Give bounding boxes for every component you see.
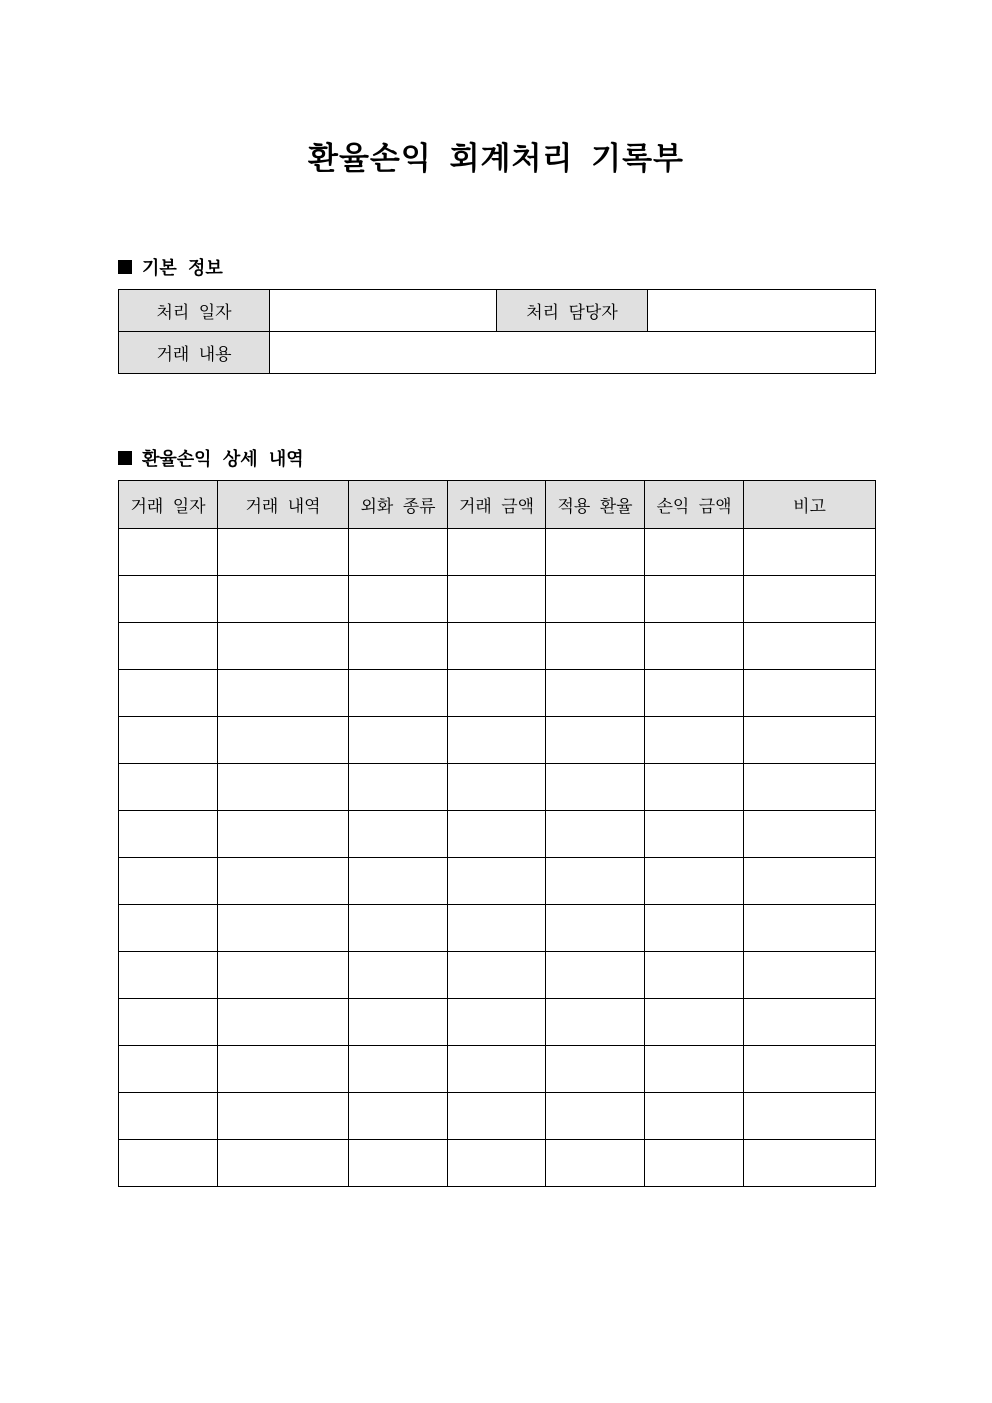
table-cell[interactable] — [546, 952, 645, 999]
table-cell[interactable] — [744, 529, 876, 576]
table-cell[interactable] — [448, 764, 546, 811]
column-header: 손익 금액 — [645, 481, 744, 529]
table-cell[interactable] — [349, 905, 448, 952]
table-row — [119, 858, 876, 905]
column-header: 거래 내역 — [218, 481, 349, 529]
table-cell[interactable] — [744, 576, 876, 623]
details-header-row — [119, 481, 876, 529]
square-bullet-icon — [118, 451, 132, 465]
table-cell[interactable] — [119, 858, 218, 905]
processor-field[interactable] — [648, 290, 876, 332]
table-row — [119, 1093, 876, 1140]
table-cell[interactable] — [448, 717, 546, 764]
table-cell[interactable] — [448, 1046, 546, 1093]
table-cell[interactable] — [119, 1093, 218, 1140]
table-cell[interactable] — [744, 1046, 876, 1093]
table-cell[interactable] — [218, 905, 349, 952]
table-cell[interactable] — [448, 811, 546, 858]
table-cell[interactable] — [349, 623, 448, 670]
table-cell[interactable] — [349, 999, 448, 1046]
table-cell[interactable] — [349, 717, 448, 764]
table-cell[interactable] — [645, 952, 744, 999]
table-cell[interactable] — [546, 1046, 645, 1093]
table-cell[interactable] — [645, 670, 744, 717]
table-cell[interactable] — [744, 952, 876, 999]
table-cell[interactable] — [218, 858, 349, 905]
table-cell[interactable] — [349, 670, 448, 717]
table-row — [119, 529, 876, 576]
column-header: 거래 금액 — [448, 481, 546, 529]
table-row — [119, 576, 876, 623]
table-cell[interactable] — [744, 905, 876, 952]
table-cell[interactable] — [218, 952, 349, 999]
table-cell[interactable] — [448, 1093, 546, 1140]
table-cell[interactable] — [546, 717, 645, 764]
column-header: 비고 — [744, 481, 876, 529]
table-cell[interactable] — [349, 811, 448, 858]
table-cell[interactable] — [645, 858, 744, 905]
table-cell[interactable] — [119, 952, 218, 999]
document-title: 환율손익 회계처리 기록부 — [308, 141, 684, 177]
table-cell[interactable] — [119, 670, 218, 717]
table-cell[interactable] — [218, 670, 349, 717]
table-cell[interactable] — [218, 999, 349, 1046]
table-cell[interactable] — [546, 905, 645, 952]
table-cell[interactable] — [349, 1093, 448, 1140]
table-cell[interactable] — [218, 764, 349, 811]
table-cell[interactable] — [349, 858, 448, 905]
table-cell[interactable] — [744, 999, 876, 1046]
table-cell[interactable] — [744, 858, 876, 905]
column-header: 거래 일자 — [119, 481, 218, 529]
table-row — [119, 1046, 876, 1093]
table-cell[interactable] — [645, 764, 744, 811]
table-cell[interactable] — [218, 1093, 349, 1140]
table-cell[interactable] — [448, 1140, 546, 1187]
table-cell[interactable] — [119, 1046, 218, 1093]
details-heading — [118, 445, 304, 471]
table-row — [119, 670, 876, 717]
table-cell[interactable] — [645, 717, 744, 764]
table-cell[interactable] — [119, 529, 218, 576]
table-cell[interactable] — [744, 717, 876, 764]
details-heading-label: 환율손익 상세 내역 — [142, 449, 304, 470]
table-cell[interactable] — [645, 623, 744, 670]
table-row — [119, 999, 876, 1046]
table-cell[interactable] — [645, 811, 744, 858]
info-row-content — [119, 332, 876, 374]
transaction-content-field[interactable] — [270, 332, 876, 374]
table-cell[interactable] — [645, 529, 744, 576]
table-cell[interactable] — [218, 623, 349, 670]
table-cell[interactable] — [744, 764, 876, 811]
table-cell[interactable] — [546, 1140, 645, 1187]
table-row — [119, 1140, 876, 1187]
square-bullet-icon — [118, 260, 132, 274]
table-row — [119, 717, 876, 764]
table-row — [119, 905, 876, 952]
processing-date-field[interactable] — [270, 290, 497, 332]
transaction-content-label: 거래 내용 — [119, 332, 270, 374]
table-cell[interactable] — [448, 623, 546, 670]
table-cell[interactable] — [119, 811, 218, 858]
table-cell[interactable] — [744, 623, 876, 670]
table-cell[interactable] — [448, 905, 546, 952]
table-cell[interactable] — [645, 1140, 744, 1187]
basic-info-heading — [118, 254, 223, 280]
table-cell[interactable] — [546, 670, 645, 717]
table-cell[interactable] — [349, 529, 448, 576]
table-cell[interactable] — [119, 623, 218, 670]
table-cell[interactable] — [546, 764, 645, 811]
table-cell[interactable] — [218, 576, 349, 623]
basic-info-heading-label: 기본 정보 — [142, 258, 223, 279]
column-header: 외화 종류 — [349, 481, 448, 529]
table-cell[interactable] — [546, 999, 645, 1046]
table-cell[interactable] — [119, 576, 218, 623]
table-cell[interactable] — [448, 952, 546, 999]
table-cell[interactable] — [448, 576, 546, 623]
table-row — [119, 623, 876, 670]
table-cell[interactable] — [119, 764, 218, 811]
table-cell[interactable] — [218, 811, 349, 858]
table-cell[interactable] — [448, 670, 546, 717]
table-cell[interactable] — [645, 576, 744, 623]
table-cell[interactable] — [448, 529, 546, 576]
table-cell[interactable] — [546, 576, 645, 623]
table-cell[interactable] — [645, 1046, 744, 1093]
table-cell[interactable] — [744, 1140, 876, 1187]
table-cell[interactable] — [349, 576, 448, 623]
table-cell[interactable] — [546, 1093, 645, 1140]
table-cell[interactable] — [119, 999, 218, 1046]
basic-info-table — [118, 289, 876, 374]
table-cell[interactable] — [349, 1046, 448, 1093]
table-row — [119, 764, 876, 811]
processor-label: 처리 담당자 — [497, 290, 648, 332]
table-cell[interactable] — [546, 529, 645, 576]
details-table — [118, 480, 876, 1187]
details-table-body — [119, 529, 876, 1187]
table-row — [119, 952, 876, 999]
table-cell[interactable] — [349, 1140, 448, 1187]
table-cell[interactable] — [448, 999, 546, 1046]
table-cell[interactable] — [645, 905, 744, 952]
table-cell[interactable] — [546, 623, 645, 670]
table-cell[interactable] — [119, 1140, 218, 1187]
table-cell[interactable] — [546, 858, 645, 905]
table-cell[interactable] — [119, 717, 218, 764]
table-cell[interactable] — [448, 858, 546, 905]
table-cell[interactable] — [744, 1093, 876, 1140]
table-cell[interactable] — [349, 764, 448, 811]
table-cell[interactable] — [349, 952, 448, 999]
table-cell[interactable] — [744, 811, 876, 858]
table-cell[interactable] — [546, 811, 645, 858]
table-cell[interactable] — [218, 717, 349, 764]
processing-date-label: 처리 일자 — [119, 290, 270, 332]
table-cell[interactable] — [645, 1093, 744, 1140]
column-header: 적용 환율 — [546, 481, 645, 529]
table-cell[interactable] — [218, 1046, 349, 1093]
table-cell[interactable] — [744, 670, 876, 717]
table-cell[interactable] — [645, 999, 744, 1046]
table-cell[interactable] — [218, 529, 349, 576]
table-cell[interactable] — [218, 1140, 349, 1187]
table-cell[interactable] — [119, 905, 218, 952]
info-row-date — [119, 290, 876, 332]
table-row — [119, 811, 876, 858]
